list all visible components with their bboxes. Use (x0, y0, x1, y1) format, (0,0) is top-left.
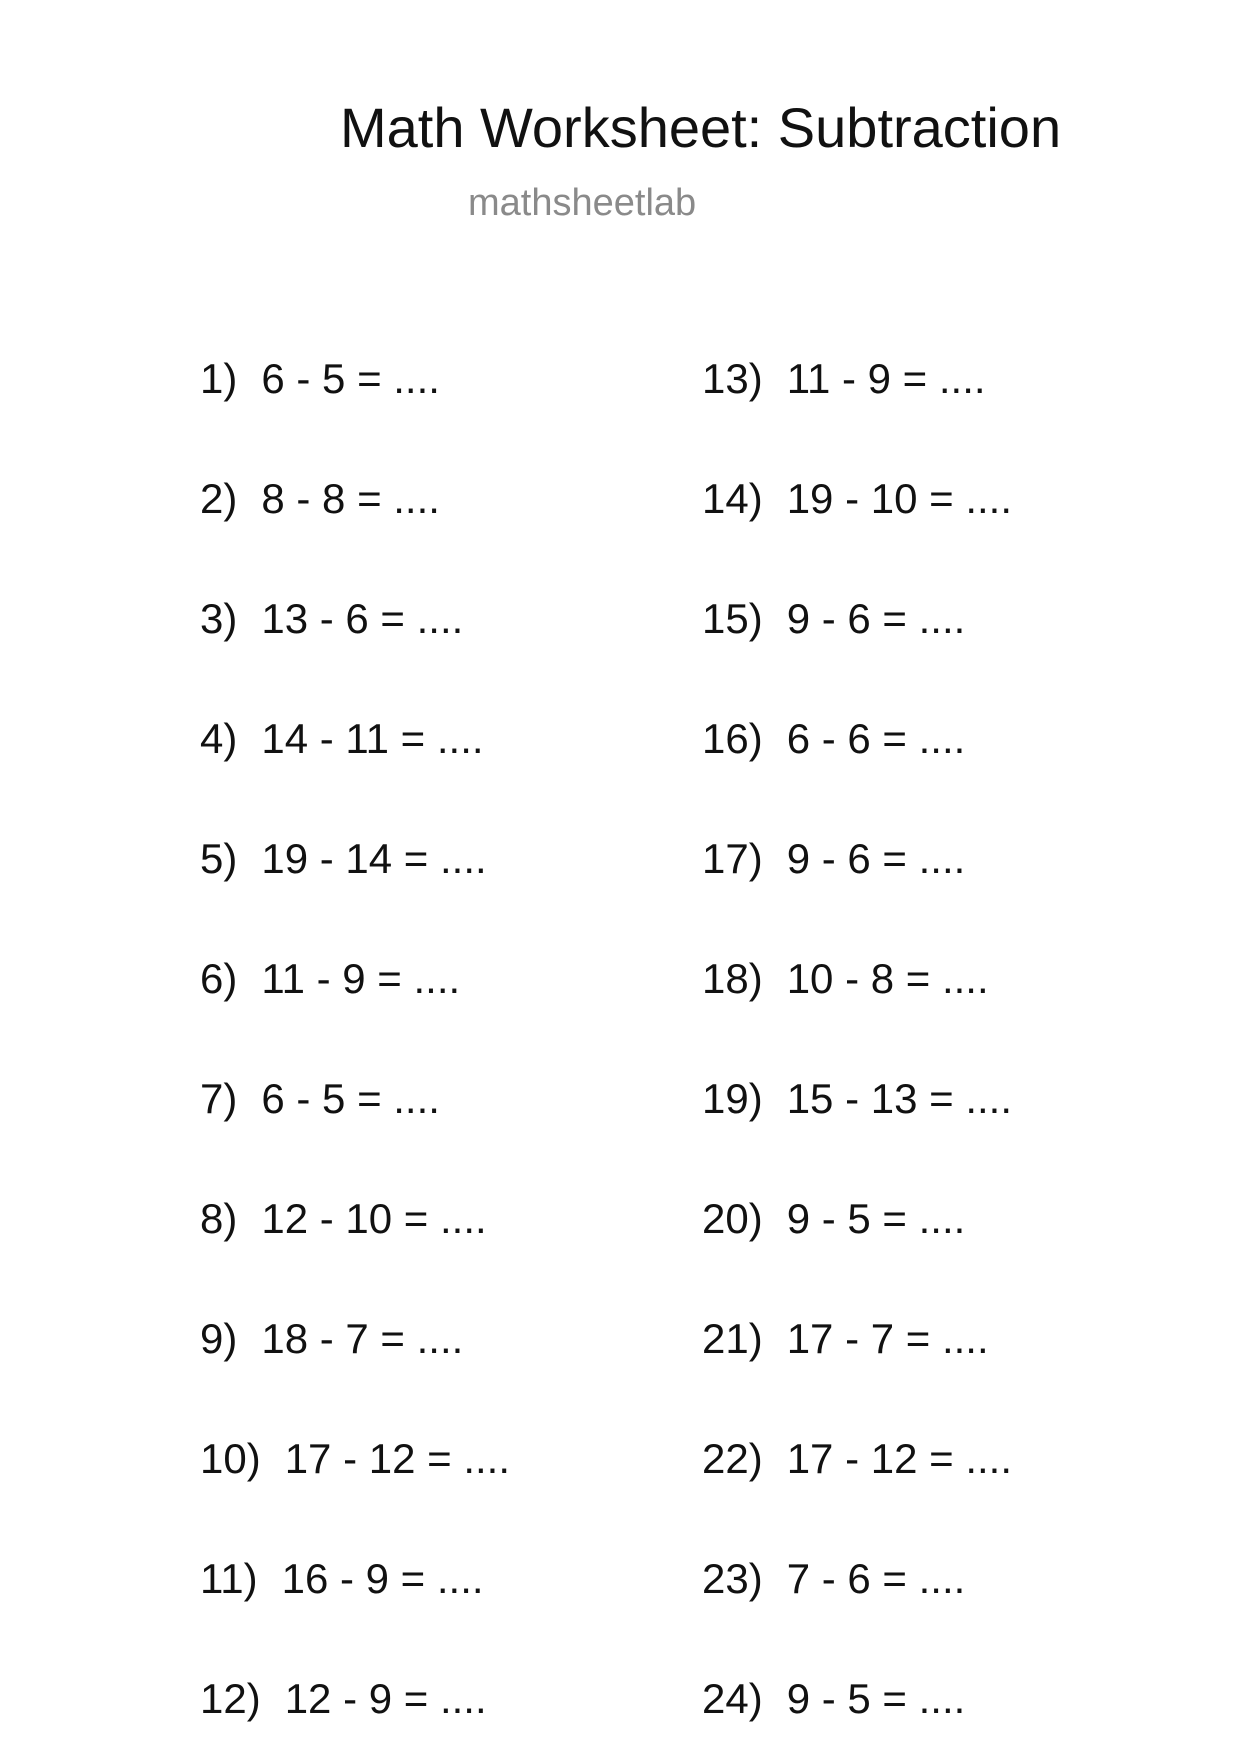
problem-number: 21) (702, 1315, 763, 1362)
problem-number: 13) (702, 355, 763, 402)
problem-number: 7) (200, 1075, 238, 1122)
problem-number: 1) (200, 355, 238, 402)
problem-number: 24) (702, 1675, 763, 1722)
problem-expression: 6 - 6 = .... (786, 715, 966, 762)
problem-expression: 7 - 6 = .... (786, 1555, 966, 1602)
problem-number: 15) (702, 595, 763, 642)
problem-item (200, 955, 461, 1002)
problem-expression: 19 - 10 = .... (786, 475, 1013, 522)
problem-item (702, 475, 1013, 522)
problem-number: 12) (200, 1675, 261, 1722)
problem-number: 3) (200, 595, 238, 642)
problem-number: 20) (702, 1195, 763, 1242)
problem-number: 18) (702, 955, 763, 1002)
problem-number: 22) (702, 1435, 763, 1482)
problem-item (702, 595, 966, 642)
problem-expression: 11 - 9 = .... (786, 355, 986, 402)
problem-number: 14) (702, 475, 763, 522)
problem-expression: 14 - 11 = .... (261, 715, 484, 762)
problem-number: 6) (200, 955, 238, 1002)
problem-expression: 13 - 6 = .... (261, 595, 464, 642)
problem-expression: 17 - 12 = .... (284, 1435, 511, 1482)
problem-expression: 18 - 7 = .... (261, 1315, 464, 1362)
problem-item (702, 1555, 966, 1602)
problem-number: 11) (200, 1555, 258, 1602)
problem-item (200, 355, 440, 402)
problem-expression: 11 - 9 = .... (261, 955, 461, 1002)
problem-number: 8) (200, 1195, 238, 1242)
problem-item (702, 1075, 1013, 1122)
problem-item (200, 835, 487, 882)
problem-expression: 9 - 5 = .... (786, 1675, 966, 1722)
problem-item (702, 715, 966, 762)
problem-number: 17) (702, 835, 763, 882)
problem-expression: 19 - 14 = .... (261, 835, 487, 882)
problem-item (200, 1555, 484, 1602)
problem-item (702, 1675, 966, 1722)
problem-expression: 12 - 10 = .... (261, 1195, 487, 1242)
problem-item (702, 355, 986, 402)
problem-expression: 17 - 7 = .... (786, 1315, 989, 1362)
problem-item (200, 1195, 487, 1242)
brand-name: mathsheetlab (468, 182, 697, 224)
problem-number: 4) (200, 715, 238, 762)
problem-number: 9) (200, 1315, 238, 1362)
problem-item (200, 475, 440, 522)
problem-item (200, 1675, 487, 1722)
problem-expression: 9 - 6 = .... (786, 595, 966, 642)
problem-expression: 15 - 13 = .... (786, 1075, 1013, 1122)
problem-number: 23) (702, 1555, 763, 1602)
problem-number: 19) (702, 1075, 763, 1122)
problem-item (702, 1435, 1013, 1482)
problem-number: 2) (200, 475, 238, 522)
problem-expression: 9 - 5 = .... (786, 1195, 966, 1242)
problem-expression: 6 - 5 = .... (261, 355, 440, 402)
problem-expression: 9 - 6 = .... (786, 835, 966, 882)
problem-expression: 6 - 5 = .... (261, 1075, 440, 1122)
problem-item (200, 595, 464, 642)
problem-item (200, 1075, 440, 1122)
page-title: Math Worksheet: Subtraction (340, 96, 1062, 159)
problem-expression: 8 - 8 = .... (261, 475, 440, 522)
problem-expression: 10 - 8 = .... (786, 955, 989, 1002)
problem-expression: 17 - 12 = .... (786, 1435, 1013, 1482)
problem-item (200, 715, 484, 762)
problem-item (200, 1315, 464, 1362)
problem-number: 10) (200, 1435, 261, 1482)
problem-item (200, 1435, 511, 1482)
problem-number: 16) (702, 715, 763, 762)
problem-number: 5) (200, 835, 238, 882)
problem-item (702, 835, 966, 882)
problem-expression: 12 - 9 = .... (284, 1675, 487, 1722)
problem-item (702, 1315, 989, 1362)
problem-expression: 16 - 9 = .... (281, 1555, 484, 1602)
problem-item (702, 955, 989, 1002)
problem-item (702, 1195, 966, 1242)
